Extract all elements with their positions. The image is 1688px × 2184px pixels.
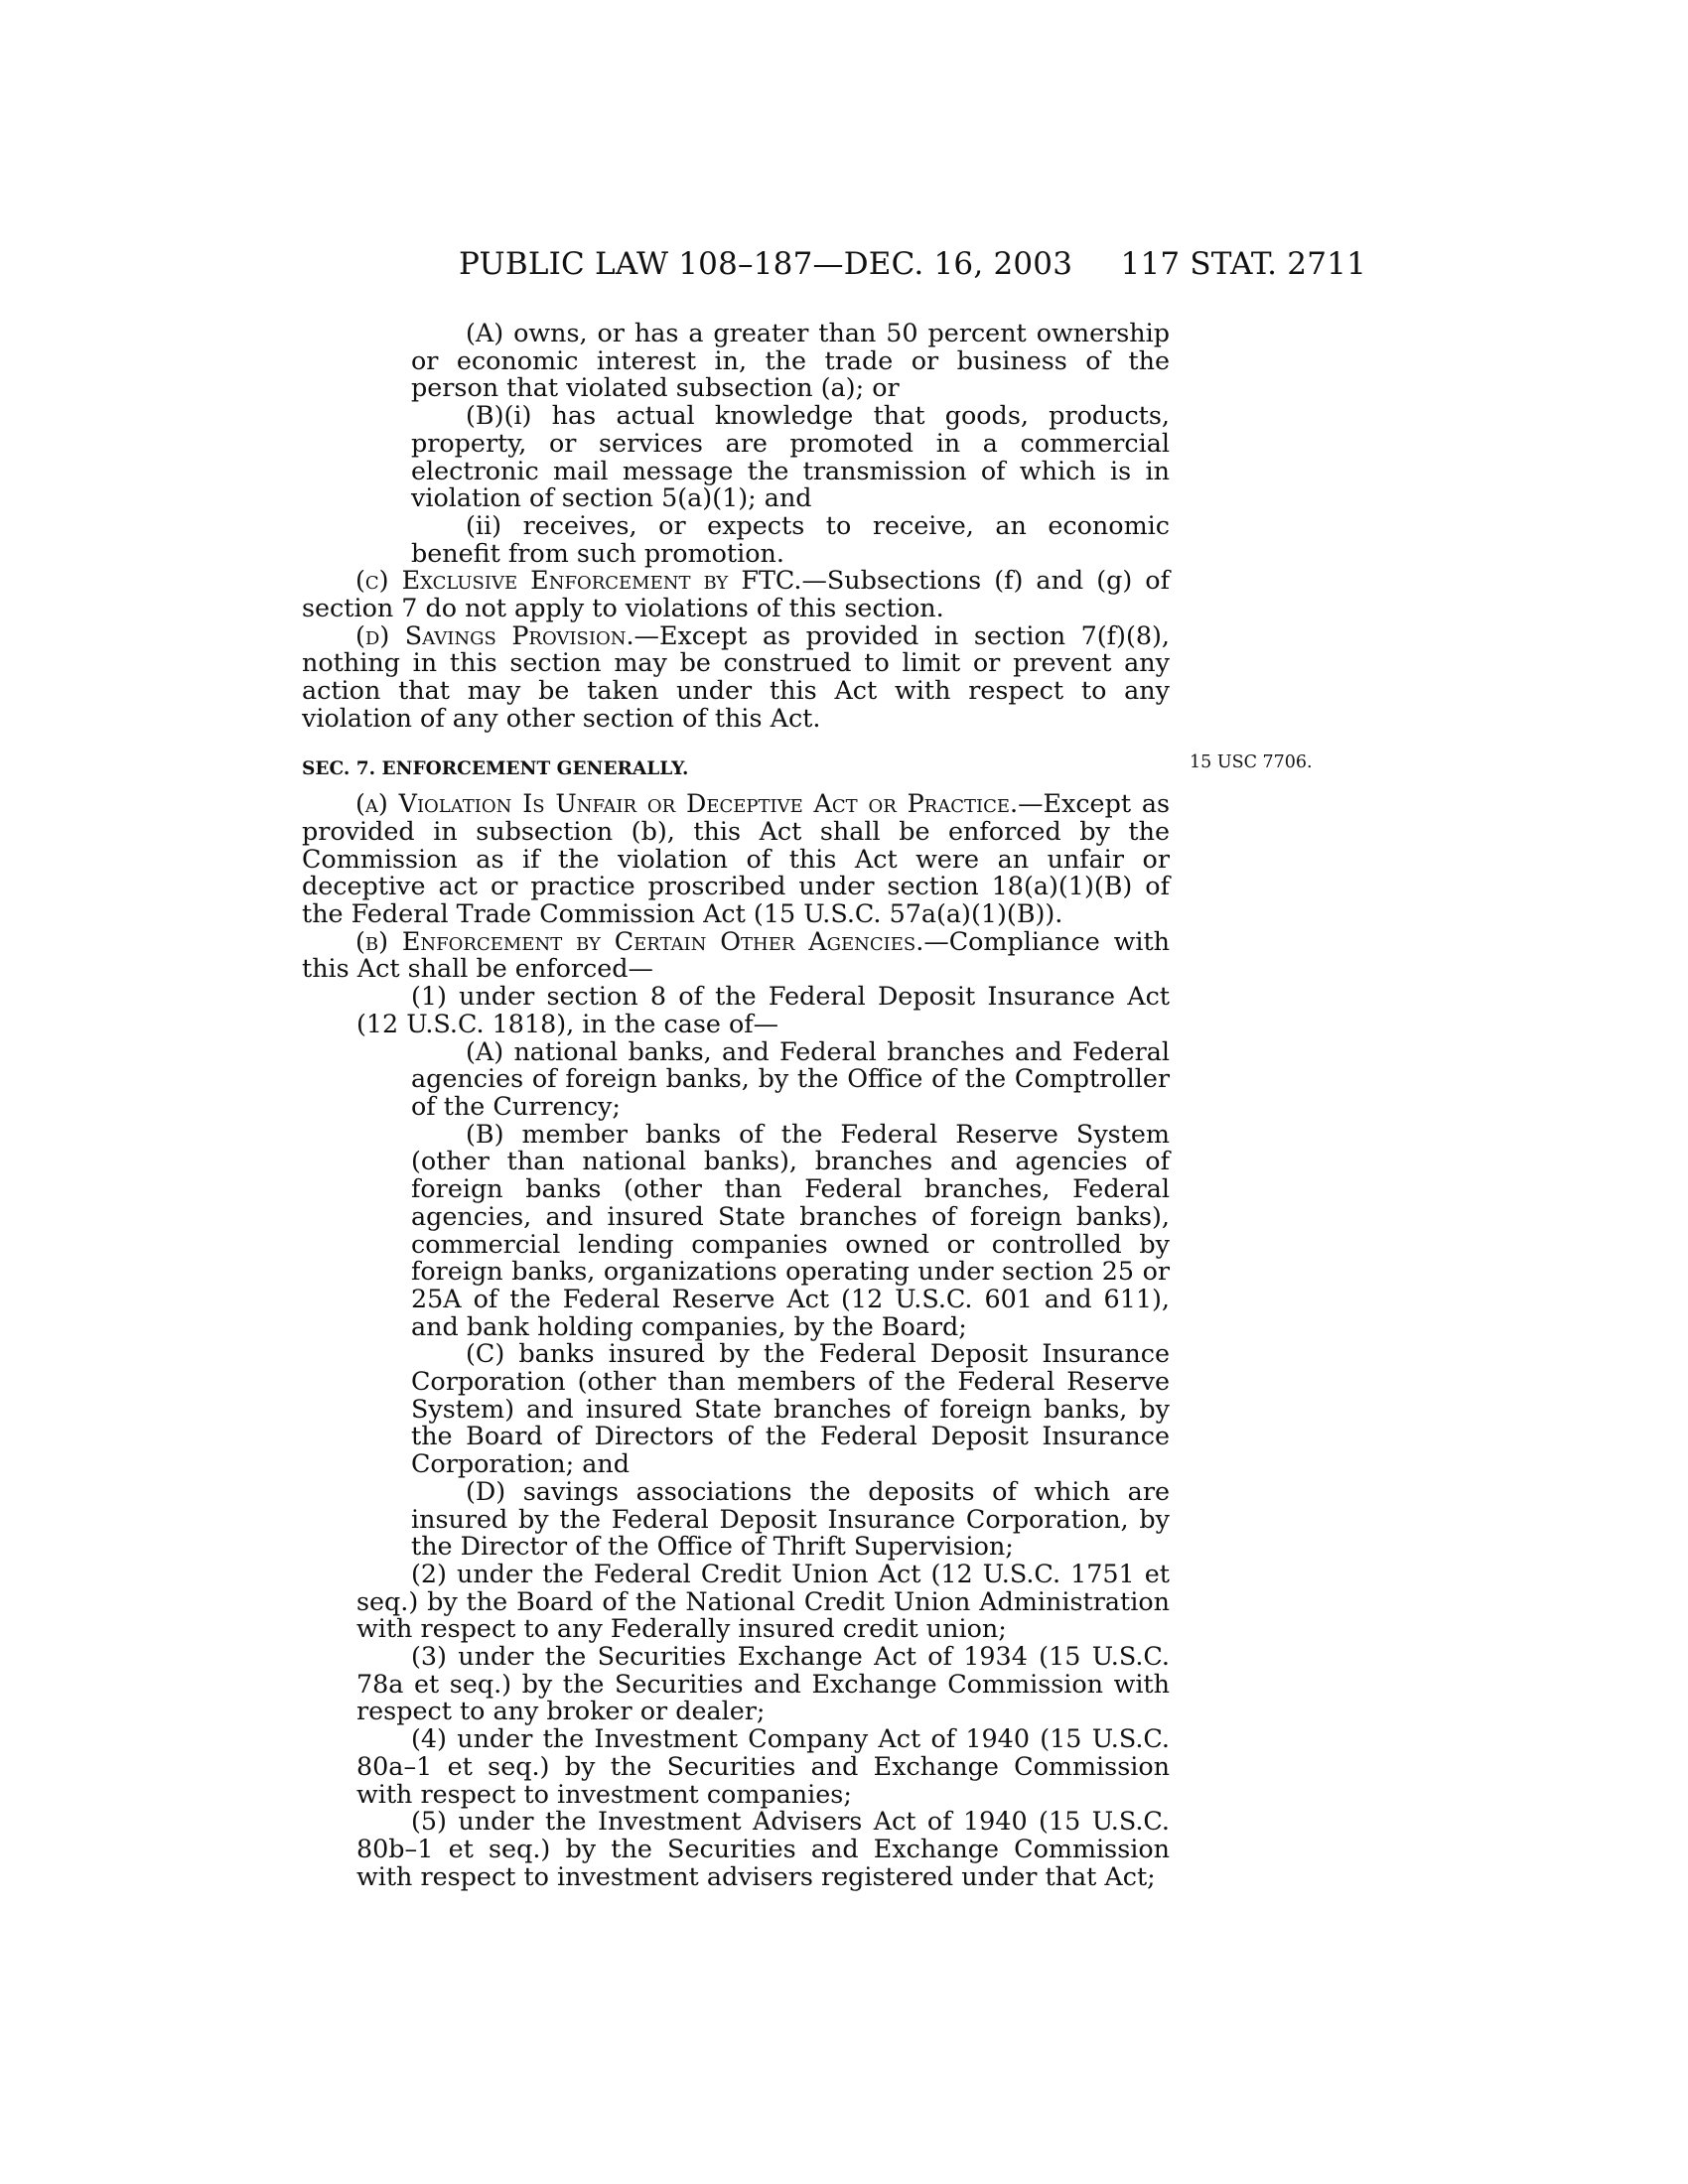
paragraph-1B: (B) member banks of the Federal Reserve System (other than national banks), branches and agencies of foreign banks (other than Federal branches, Federal agencies, and insured State branches of foreign banks), commercial lending companies owned or controlled by foreign banks, organizations operating under section 25 or 25A of the Federal Reserve Act (12 U.S.C. 601 and 611), and bank holding companies, by the Board;	[411, 1118, 1170, 1341]
paragraph-ii: (ii) receives, or expects to receive, an economic benefit from such promotion.	[411, 509, 1170, 568]
subsection-d	[302, 619, 1170, 733]
paragraph-1: (1) under section 8 of the Federal Deposit Insurance Act (12 U.S.C. 1818), in the case of—	[356, 981, 1170, 1038]
subsection-c-body: —Subsections (f) and (g) of section 7 do not apply to violations of this section.	[302, 565, 1170, 623]
section-heading: SEC. 7. ENFORCEMENT GENERALLY.	[302, 757, 689, 779]
subsection-a-body: —Except as provided in subsection (b), this Act shall be enforced by the Commission as if the violation of this Act were an unfair or deceptive act or practice proscribed under section 18(a)(1)(B) of the Federal Trade Commission Act (15 U.S.C. 57a(a)(1)(B)).	[302, 788, 1170, 929]
margin-citation: 15 USC 7706.	[1190, 752, 1313, 772]
paragraph-4: (4) under the Investment Company Act of 1940 (15 U.S.C. 80a–1 et seq.) by the Securities and Exchange Commission with respect to investment companies;	[356, 1723, 1170, 1809]
document-body	[302, 320, 1170, 1890]
subsection-c	[302, 567, 1170, 621]
paragraph-2: (2) under the Federal Credit Union Act (12 U.S.C. 1751 et seq.) by the Board of the National Credit Union Administration with respect to any Federally insured credit union;	[356, 1558, 1170, 1644]
subsection-d-body: —Except as provided in section 7(f)(8), nothing in this section may be construed to limit or prevent any action that may be taken under this Act with respect to any violation of any other section of this Act.	[302, 619, 1170, 733]
paragraph-1D: (D) savings associations the deposits of which are insured by the Federal Deposit Insurance Corporation, by the Director of the Office of Thrift Supervision;	[411, 1475, 1170, 1562]
paragraph-1A: (A) national banks, and Federal branches and Federal agencies of foreign banks, by the Office of the Comptroller of the Currency;	[411, 1035, 1170, 1121]
subsection-b-body: —Compliance with this Act shall be enforced—	[302, 925, 1170, 984]
subsection-b	[302, 925, 1170, 984]
page-number: 117 STAT. 2711	[1120, 246, 1366, 282]
paragraph-1C: (C) banks insured by the Federal Deposit Insurance Corporation (other than members of the Federal Reserve System) and insured State branches of foreign banks, by the Board of Directors of the Federal Deposit Insurance Corporation; and	[411, 1338, 1170, 1479]
subsection-a-heading: (a) Violation Is Unfair or Deceptive Act or Practice.	[355, 788, 1019, 819]
paragraph-A-owns: (A) owns, or has a greater than 50 percent ownership or economic interest in, the trade or business of the person that violated subsection (a); or	[411, 318, 1170, 403]
subsection-b-heading: (b) Enforcement by Certain Other Agencies.	[355, 925, 924, 956]
paragraph-B-i: (B)(i) has actual knowledge that goods, products, property, or services are promoted in a commercial electronic mail message the transmission of which is in violation of section 5(a)(1); and	[411, 400, 1170, 513]
paragraph-5: (5) under the Investment Advisers Act of 1940 (15 U.S.C. 80b–1 et seq.) by the Securities and Exchange Commission with respect to investment advisers registered under that Act;	[356, 1806, 1170, 1891]
subsection-a	[302, 790, 1170, 928]
subsection-c-heading: (c) Exclusive Enforcement by FTC.	[355, 565, 802, 596]
running-header: PUBLIC LAW 108–187—DEC. 16, 2003	[459, 246, 1073, 282]
subsection-d-heading: (d) Savings Provision.	[355, 619, 634, 650]
paragraph-3: (3) under the Securities Exchange Act of 1934 (15 U.S.C. 78a et seq.) by the Securities and Exchange Commission with respect to any broker or dealer;	[356, 1641, 1170, 1726]
